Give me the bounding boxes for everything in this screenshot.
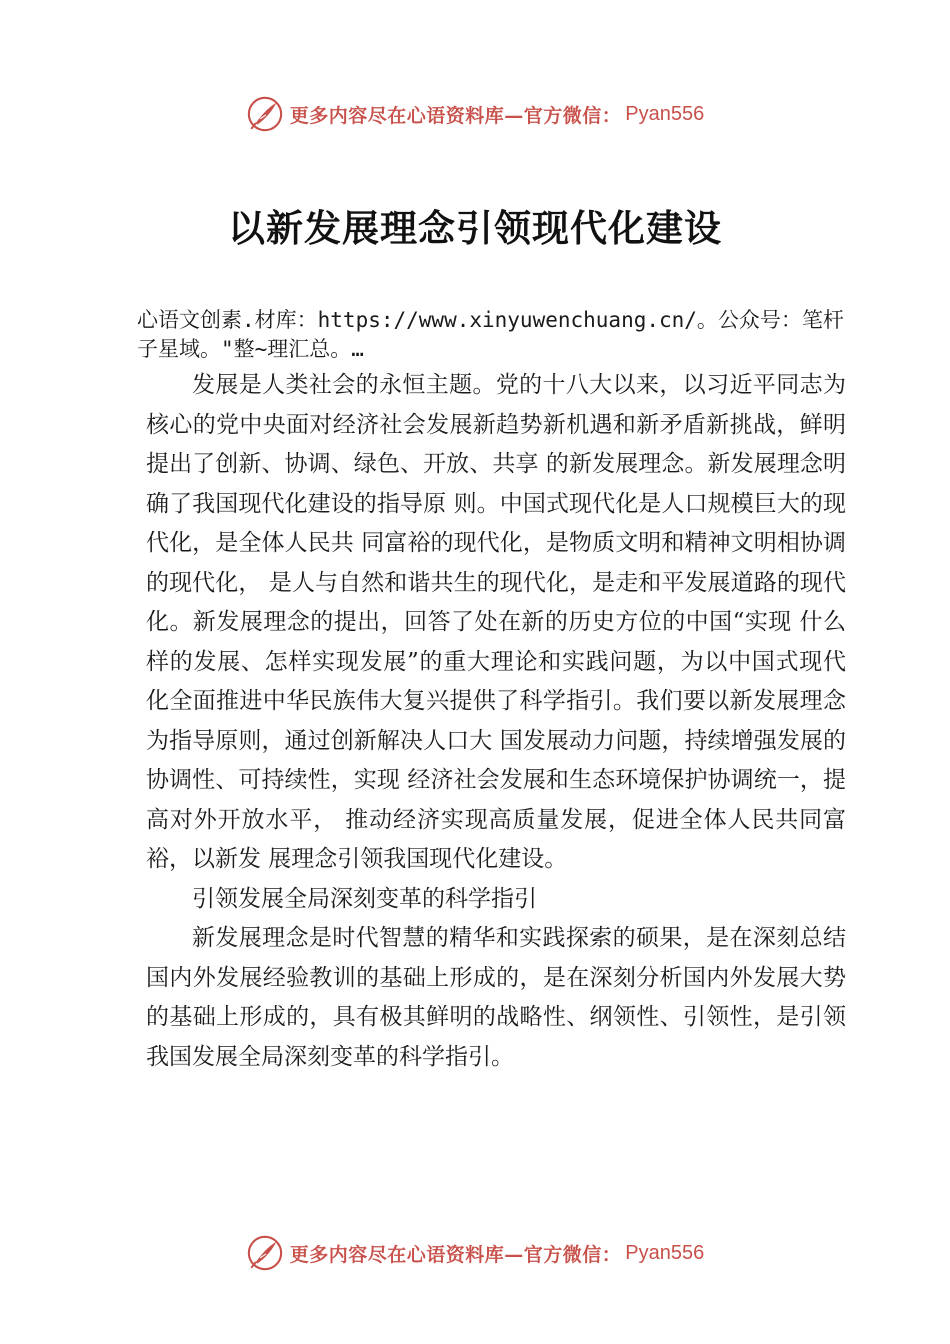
- quill-pen-logo-icon: [246, 95, 284, 133]
- banner-text: 更多内容尽在心语资料库—官方微信：: [289, 104, 622, 127]
- banner-wechat-id: Pyan556: [625, 1241, 705, 1264]
- footer-banner: [0, 1231, 950, 1275]
- source-line: 心语文创素.材库：https://www.xinyuwenchuang.cn/。公众号：笔杆子星域。"整~理汇总。…: [137, 308, 844, 361]
- banner-wechat-id: Pyan556: [625, 102, 705, 125]
- section-heading: 引领发展全局深刻变革的科学指引: [192, 885, 537, 912]
- document-body: [146, 366, 846, 1077]
- quill-pen-logo-icon: [246, 1234, 284, 1272]
- paragraph-intro: 发展是人类社会的永恒主题。党的十八大以来，以习近平同志为核心的党中央面对经济社会发展新趋势新机遇和新矛盾新挑战，鲜明提出了创新、协调、绿色、开放、共享 的新发展理念。新发展理念明确了我国现代化建设的指导原 则。中国式现代化是人口规模巨大的现代化，是全体人民共 同富裕的现代化，是物质文明和精神文明相协调的现代化， 是人与自然和谐共生的现代化，是走和平发展道路的现代化。新发展理念的提出，回答了处在新的历史方位的中国“实现 什么样的发展、怎样实现发展”的重大理论和实践问题，为以中国式现代化全面推进中华民族伟大复兴提供了科学指引。我们要以新发展理念为指导原则，通过创新解决人口大 国发展动力问题，持续增强发展的协调性、可持续性，实现 经济社会发展和生态环境保护协调统一，提高对外开放水平， 推动经济实现高质量发展，促进全体人民共同富裕，以新发 展理念引领我国现代化建设。: [146, 372, 846, 872]
- header-banner: [0, 92, 950, 136]
- document-title: 以新发展理念引领现代化建设: [228, 206, 722, 250]
- paragraph-section-1: 新发展理念是时代智慧的精华和实践探索的硕果，是在深刻总结国内外发展经验教训的基础上形成的，是在深刻分析国内外发展大势的基础上形成的，具有极其鲜明的战略性、纲领性、引领性，是引领我国发展全局深刻变革的科学指引。: [146, 925, 846, 1070]
- banner-text: 更多内容尽在心语资料库—官方微信：: [289, 1243, 622, 1266]
